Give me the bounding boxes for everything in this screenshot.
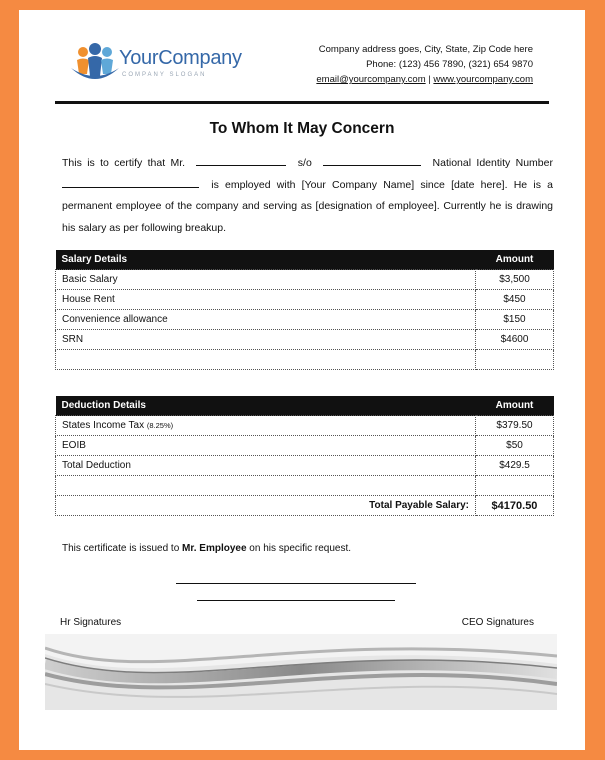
salary-amount: $450 <box>476 290 554 310</box>
total-payable-label: Total Payable Salary: <box>56 496 476 516</box>
salary-label: Basic Salary <box>56 270 476 290</box>
header-divider <box>55 101 549 104</box>
total-row <box>56 496 554 516</box>
company-tagline: COMPANY SLOGAN <box>122 72 207 78</box>
deduction-header-amount: Amount <box>476 396 554 416</box>
employee-name: Mr. Employee <box>182 543 247 554</box>
table-row <box>56 290 554 310</box>
email-link[interactable]: email@yourcompany.com <box>316 74 426 85</box>
deduction-amount: $50 <box>476 436 554 456</box>
salary-table <box>55 250 554 370</box>
table-row-empty <box>56 476 554 496</box>
company-address: Company address goes, City, State, Zip Code here <box>318 44 533 55</box>
table-row-empty <box>56 350 554 370</box>
salary-amount: $150 <box>476 310 554 330</box>
national-id-blank <box>62 177 199 188</box>
deduction-amount: $379.50 <box>476 416 554 436</box>
salary-amount: $4600 <box>476 330 554 350</box>
table-row <box>56 270 554 290</box>
issue-statement <box>62 543 351 554</box>
father-name-blank <box>323 155 421 166</box>
table-row <box>56 310 554 330</box>
income-tax-label: States Income Tax <box>62 420 145 431</box>
salary-header-amount: Amount <box>476 250 554 270</box>
decorative-waves-icon <box>45 634 557 710</box>
issue-text-1: This certificate is issued to <box>62 543 180 554</box>
company-phone: Phone: (123) 456 7890, (321) 654 9870 <box>366 59 533 70</box>
salary-header-label: Salary Details <box>56 250 476 270</box>
ceo-signature-label: CEO Signatures <box>461 617 534 628</box>
link-separator: | <box>428 74 431 85</box>
certificate-page <box>19 10 585 750</box>
table-row <box>56 330 554 350</box>
issue-text-2: on his specific request. <box>249 543 352 554</box>
salary-label: SRN <box>56 330 476 350</box>
hr-signature-label: Hr Signatures <box>60 617 122 628</box>
body-text-3: National Identity Number <box>432 157 553 169</box>
company-name: YourCompany <box>119 47 242 69</box>
page-title: To Whom It May Concern <box>209 120 395 137</box>
table-row <box>56 456 554 476</box>
deduction-amount: $429.5 <box>476 456 554 476</box>
table-row <box>56 436 554 456</box>
body-text-1: This is to certify that Mr. <box>62 157 186 169</box>
contact-block <box>316 42 533 87</box>
name-blank <box>196 155 286 166</box>
body-text-4: is employed with [Your Company Name] since [date here]. He is a permanent employee of the company and serving as [designation of employee]. Currently he is drawing his salary as per following breakup. <box>62 178 553 234</box>
deduction-header-label: Deduction Details <box>56 396 476 416</box>
deduction-label: Total Deduction <box>56 456 476 476</box>
body-text-2: s/o <box>297 157 312 169</box>
total-payable-value: $4170.50 <box>476 496 554 516</box>
deduction-table <box>55 396 554 516</box>
salary-label: Convenience allowance <box>56 310 476 330</box>
deduction-label <box>56 416 476 436</box>
contact-links <box>316 72 533 87</box>
certificate-body <box>62 153 553 239</box>
website-link[interactable]: www.yourcompany.com <box>433 74 533 85</box>
signature-line <box>197 600 395 601</box>
table-row <box>56 416 554 436</box>
salary-label: House Rent <box>56 290 476 310</box>
income-tax-rate: (8.25%) <box>146 421 174 430</box>
salary-header-row <box>56 250 554 270</box>
signature-line <box>176 583 416 584</box>
deduction-label: EOIB <box>56 436 476 456</box>
salary-amount: $3,500 <box>476 270 554 290</box>
deduction-header-row <box>56 396 554 416</box>
